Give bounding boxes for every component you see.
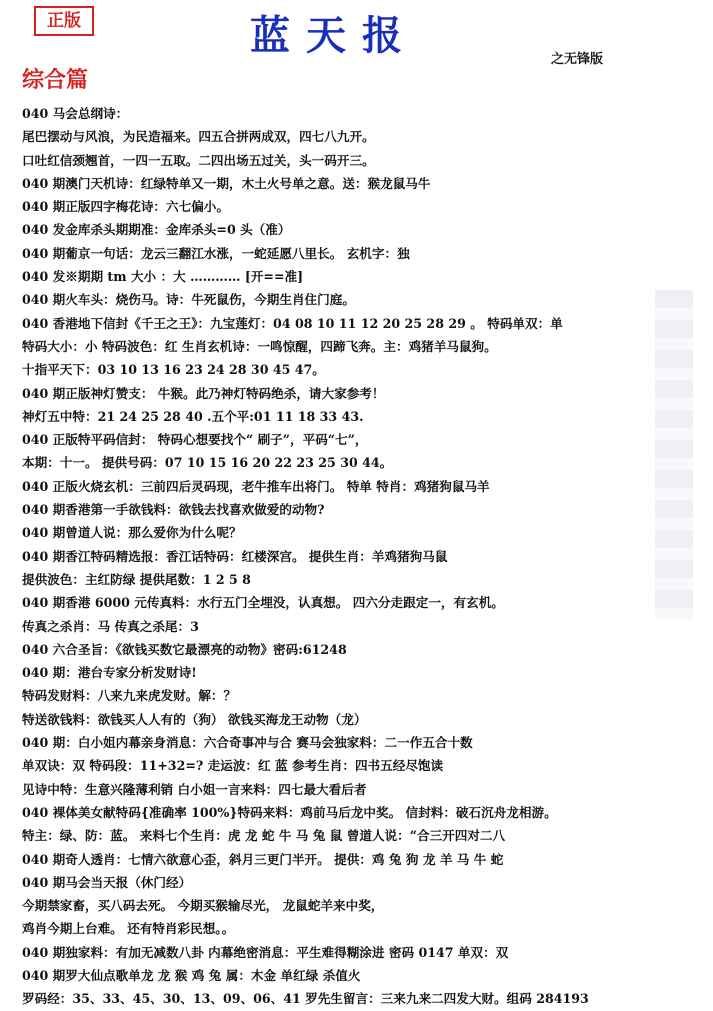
text-line: 040 期香港 6000 元传真料：水行五门全埋没，认真想。 四六分走跟定一，有玄机。 (22, 595, 504, 611)
content-lines (22, 102, 702, 1011)
text-line: 传真之杀肖：马 传真之杀尾：3 (22, 618, 199, 634)
page-title: 蓝天报 (250, 12, 418, 59)
text-line: 单双诀：双 特码段：11+32=? 走运波：红 蓝 参考生肖：四书五经尽饱读 (22, 758, 444, 774)
text-line: 040 期奇人透肖：七情六欲意心歪，斜月三更门半开。 提供：鸡 兔 狗 龙 羊 马 牛 蛇 (22, 851, 504, 867)
text-line: 040 发※期期 tm 大小 ：大 ………… [开==准] (22, 269, 304, 285)
text-line: 040 期马会当天报（休门经） (22, 874, 192, 890)
text-line: 040 期香港第一手欲钱料：欲钱去找喜欢做爱的动物? (22, 502, 325, 518)
text-line: 040 期正版神灯赞支： 牛猴。此乃神灯特码绝杀，请大家参考！ (22, 385, 385, 401)
text-line: 040 期：港台专家分析发财诗! (22, 665, 197, 681)
text-line: 罗码经：35、33、45、30、13、09、06、41 罗先生留言：三来九来二四发大财。组码 284193 (22, 991, 589, 1007)
text-line: 040 六合圣旨：《欲钱买数它最漂亮的动物》密码:61248 (22, 641, 347, 657)
text-line: 特主：绿、防：蓝。 来料七个生肖：虎 龙 蛇 牛 马 兔 鼠 曾道人说：“合三开四对二八 (22, 828, 506, 844)
text-line: 今期禁家畜，买八码去死。 今期买猴输尽光， 龙鼠蛇羊来中奖， (22, 898, 384, 914)
text-line: 040 期葡京一句话：龙云三翻江水涨，一蛇延愿八里长。 玄机字：独 (22, 245, 410, 261)
text-line: 040 期火车头：烧伤马。诗：牛死鼠伤，今期生肖住门庭。 (22, 292, 355, 308)
text-line: 本期：十一。 提供号码：07 10 15 16 20 22 23 25 30 44。 (22, 455, 393, 471)
text-line: 尾巴摆动与风浪，为民造福来。四五合拼两成双，四七八九开。 (22, 129, 375, 145)
text-line: 040 期正版四字梅花诗：六七偏小。 (22, 199, 229, 215)
text-line: 口吐红信颈翘首，一四一五取。二四出场五过关，头一码开三。 (22, 152, 375, 168)
genuine-badge: 正版 (34, 6, 94, 36)
text-line: 特送欲钱料：欲钱买人人有的（狗） 欲钱买海龙王动物（龙） (22, 711, 367, 727)
edition-label: 之无锋版 (551, 52, 604, 67)
text-line: 040 正版火烧玄机：三前四后灵码现，老牛推车出将门。 特单 特肖：鸡猪狗鼠马羊 (22, 478, 490, 494)
text-line: 040 裸体美女献特码{准确率 100%}特码来料：鸡前马后龙中奖。 信封料：破石沉舟龙相游。 (22, 804, 557, 820)
text-line: 040 期独家料：有加无减数八卦 内幕绝密消息：平生难得糊涂进 密码 0147 单双：双 (22, 944, 509, 960)
text-line: 特码大小：小 特码波色：红 生肖玄机诗：一鸣惊醒，四蹄飞奔。主：鸡猪羊马鼠狗。 (22, 338, 497, 354)
text-line: 鸡肖今期上台难。 还有特肖彩民想。。 (22, 921, 235, 937)
text-line: 特码发财料：八来九来虎发财。解：？ (22, 688, 237, 704)
text-line: 提供波色：主红防绿 提供尾数：1 2 5 8 (22, 571, 251, 587)
section-heading: 综合篇 (22, 68, 89, 93)
text-line: 040 正版特平码信封： 特码心想要找个“ 刷子”，平码“七”， (22, 432, 368, 448)
text-line: 040 期香江特码精选报：香江话特码：红楼深宫。 提供生肖：羊鸡猪狗马鼠 (22, 548, 448, 564)
text-line: 见诗中特：生意兴隆薄利销 白小姐一言来料：四七最大看后者 (22, 781, 367, 797)
text-line: 040 期曾道人说：那么爱你为什么呢？ (22, 525, 242, 541)
text-line: 040 期：白小姐内幕亲身消息：六合奇事冲与合 赛马会独家料：二一作五合十数 (22, 735, 473, 751)
text-line: 040 马会总纲诗： (22, 106, 129, 121)
text-line: 040 香港地下信封《千王之王》：九宝莲灯：04 08 10 11 12 20 25 28 29 。 特码单双：单 (22, 315, 563, 331)
text-line: 十指平天下：03 10 13 16 23 24 28 30 45 47。 (22, 362, 325, 378)
text-line: 神灯五中特：21 24 25 28 40 .五个平:01 11 18 33 43. (22, 408, 364, 424)
text-line: 040 发金库杀头期期准：金库杀头=0 头（准） (22, 222, 291, 238)
text-line: 040 期澳门天机诗：红绿特单又一期，木土火号单之意。送：猴龙鼠马牛 (22, 175, 431, 191)
text-line: 040 期罗大仙点歌单龙 龙 猴 鸡 兔 属：木金 单红绿 杀值火 (22, 967, 361, 983)
